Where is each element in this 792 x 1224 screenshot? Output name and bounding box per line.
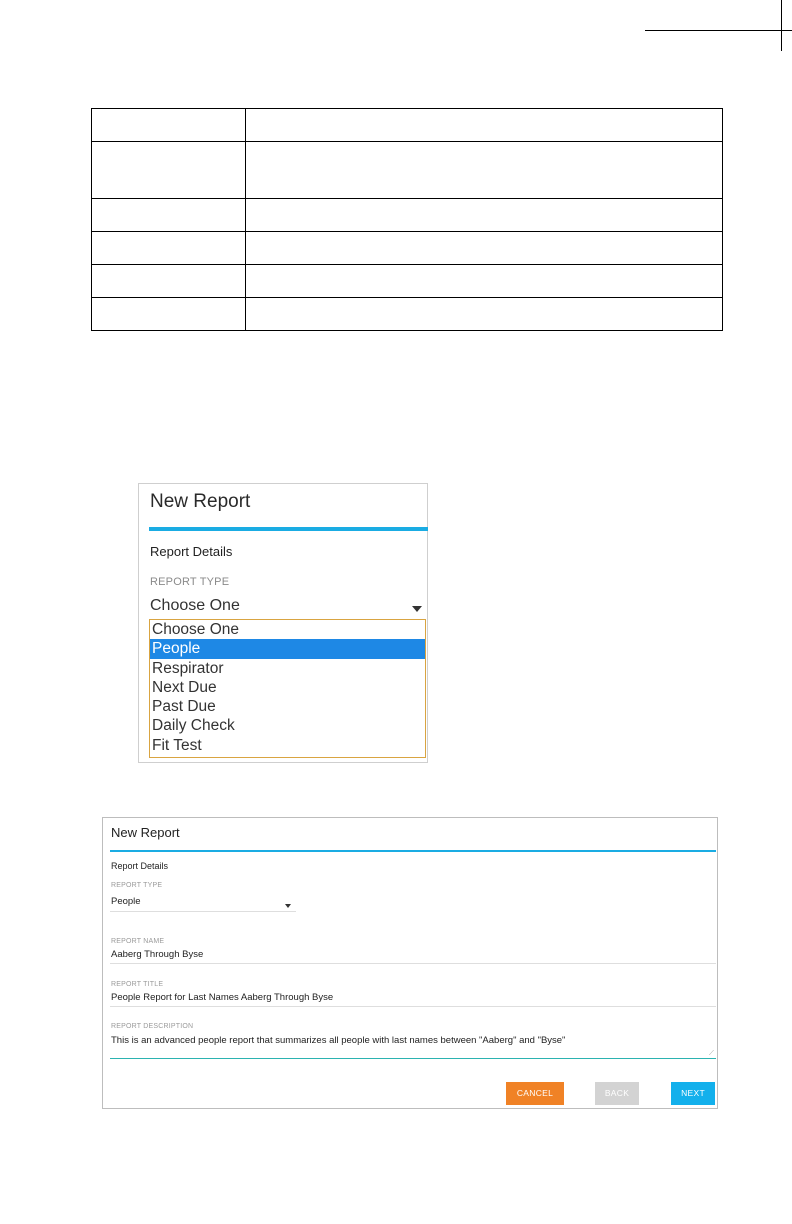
report-description-underline: [110, 1058, 716, 1059]
report-type-selected-value: Choose One: [150, 597, 240, 614]
report-type-select[interactable]: People: [111, 896, 141, 907]
title-accent-bar: [110, 850, 716, 852]
report-description-field[interactable]: This is an advanced people report that summarizes all people with last names between "Aaberg" and "Byse": [111, 1035, 566, 1046]
section-heading: Report Details: [111, 861, 169, 871]
table-row: [92, 265, 723, 298]
corner-mark-vertical: [781, 0, 782, 51]
table-row: [92, 232, 723, 265]
report-type-select[interactable]: [150, 597, 422, 617]
table-row: [92, 298, 723, 331]
option-next-due[interactable]: Next Due: [152, 678, 217, 696]
report-description-label: REPORT DESCRIPTION: [111, 1023, 194, 1030]
report-type-label: REPORT TYPE: [150, 576, 230, 588]
dialog-title: New Report: [111, 825, 180, 840]
caret-down-icon: [285, 904, 291, 908]
table-row: [92, 199, 723, 232]
back-button[interactable]: BACK: [595, 1082, 639, 1105]
report-type-underline: [110, 911, 296, 912]
option-respirator[interactable]: Respirator: [152, 659, 224, 677]
option-choose-one[interactable]: Choose One: [152, 621, 240, 638]
option-past-due[interactable]: Past Due: [152, 698, 216, 716]
new-report-form-screenshot: [102, 817, 718, 1109]
option-fit-test[interactable]: Fit Test: [152, 736, 202, 754]
report-name-field[interactable]: Aaberg Through Byse: [111, 949, 204, 960]
report-title-label: REPORT TITLE: [111, 981, 164, 988]
table-row: [92, 142, 723, 199]
dialog-title: New Report: [150, 491, 251, 512]
report-title-underline: [110, 1006, 716, 1007]
option-people[interactable]: People: [150, 639, 425, 658]
option-daily-check[interactable]: Daily Check: [152, 717, 235, 735]
report-title-field[interactable]: People Report for Last Names Aaberg Through Byse: [111, 992, 334, 1003]
report-name-underline: [110, 963, 716, 964]
next-button[interactable]: NEXT: [671, 1082, 715, 1105]
table-row: [92, 109, 723, 142]
report-type-options-list[interactable]: [149, 619, 426, 758]
cancel-button[interactable]: CANCEL: [506, 1082, 564, 1105]
empty-table: [91, 108, 723, 331]
report-name-label: REPORT NAME: [111, 938, 165, 945]
corner-mark-horizontal: [645, 30, 792, 31]
section-heading: Report Details: [150, 544, 233, 559]
title-accent-bar: [149, 527, 428, 531]
report-type-label: REPORT TYPE: [111, 882, 163, 889]
resize-handle-icon[interactable]: ⟋: [709, 1050, 714, 1057]
new-report-dropdown-screenshot: [138, 483, 428, 763]
caret-down-icon: [412, 606, 422, 612]
